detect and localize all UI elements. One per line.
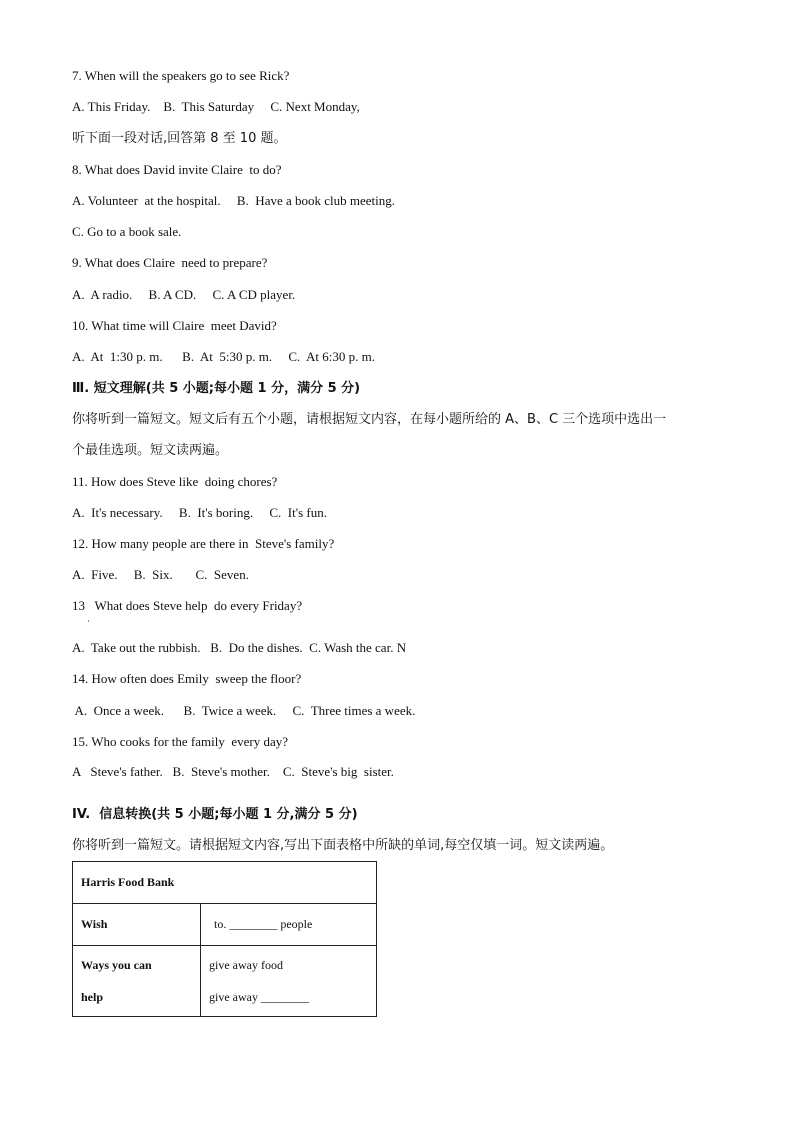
table-title: Harris Food Bank bbox=[73, 862, 377, 904]
dialog-instruction-8-10: 听下面一段对话,回答第 8 至 10 题。 bbox=[72, 131, 287, 146]
ways-label bbox=[73, 946, 201, 1017]
section-4-title: IV. 信息转换(共 5 小题;每小题 1 分,满分 5 分) bbox=[72, 807, 358, 822]
ways-value bbox=[201, 946, 377, 1017]
question-8-option-c: C. Go to a book sale. bbox=[72, 224, 182, 239]
ways-label-line-2: help bbox=[81, 990, 104, 1004]
question-8-options-ab: A. Volunteer at the hospital. B. Have a book club meeting. bbox=[72, 193, 396, 208]
table-row bbox=[73, 904, 377, 946]
question-10-options: A. At 1:30 p. m. B. At 5:30 p. m. C. At 6:30 p. m. bbox=[72, 349, 375, 364]
question-13: 13 What does Steve help do every Friday? bbox=[72, 598, 303, 613]
question-15: 15. Who cooks for the family every day? bbox=[72, 734, 288, 749]
ways-value-line-1: give away food bbox=[209, 958, 283, 972]
question-14: 14. How often does Emily sweep the floor? bbox=[72, 671, 302, 686]
info-table bbox=[72, 861, 377, 1017]
wish-label: Wish bbox=[73, 904, 201, 946]
question-15-options: A Steve's father. B. Steve's mother. C. Steve's big sister. bbox=[72, 764, 394, 779]
question-9-options: A. A radio. B. A CD. C. A CD player. bbox=[72, 287, 296, 302]
question-11-options: A. It's necessary. B. It's boring. C. It's fun. bbox=[72, 505, 327, 520]
stray-mark: · bbox=[87, 616, 90, 626]
wish-value-blank: to. ________ people bbox=[201, 904, 377, 946]
ways-label-line-1: Ways you can bbox=[81, 958, 152, 972]
section-4-instruction: 你将听到一篇短文。请根据短文内容,写出下面表格中所缺的单词,每空仅填一词。短文读两遍。 bbox=[72, 838, 614, 853]
section-3-instruction-line-2: 个最佳选项。短文读两遍。 bbox=[72, 443, 229, 458]
question-9: 9. What does Claire need to prepare? bbox=[72, 255, 268, 270]
question-14-options: A. Once a week. B. Twice a week. C. Three times a week. bbox=[72, 703, 416, 718]
section-3-instruction-line-1: 你将听到一篇短文。短文后有五个小题，请根据短文内容，在每小题所给的 A、B、C 三个选项中选出一 bbox=[72, 412, 667, 427]
question-13-options: A. Take out the rubbish. B. Do the dishes. C. Wash the car. N bbox=[72, 640, 407, 655]
section-3-title: Ⅲ. 短文理解(共 5 小题;每小题 1 分，满分 5 分) bbox=[72, 381, 361, 396]
table-row bbox=[73, 862, 377, 904]
question-12-options: A. Five. B. Six. C. Seven. bbox=[72, 567, 249, 582]
question-8: 8. What does David invite Claire to do? bbox=[72, 162, 282, 177]
question-7: 7. When will the speakers go to see Rick? bbox=[72, 68, 290, 83]
question-11: 11. How does Steve like doing chores? bbox=[72, 474, 278, 489]
question-12: 12. How many people are there in Steve's family? bbox=[72, 536, 335, 551]
ways-value-blank: give away ________ bbox=[209, 990, 309, 1004]
question-10: 10. What time will Claire meet David? bbox=[72, 318, 277, 333]
question-7-options: A. This Friday. B. This Saturday C. Next Monday, bbox=[72, 99, 360, 114]
table-row bbox=[73, 946, 377, 1017]
